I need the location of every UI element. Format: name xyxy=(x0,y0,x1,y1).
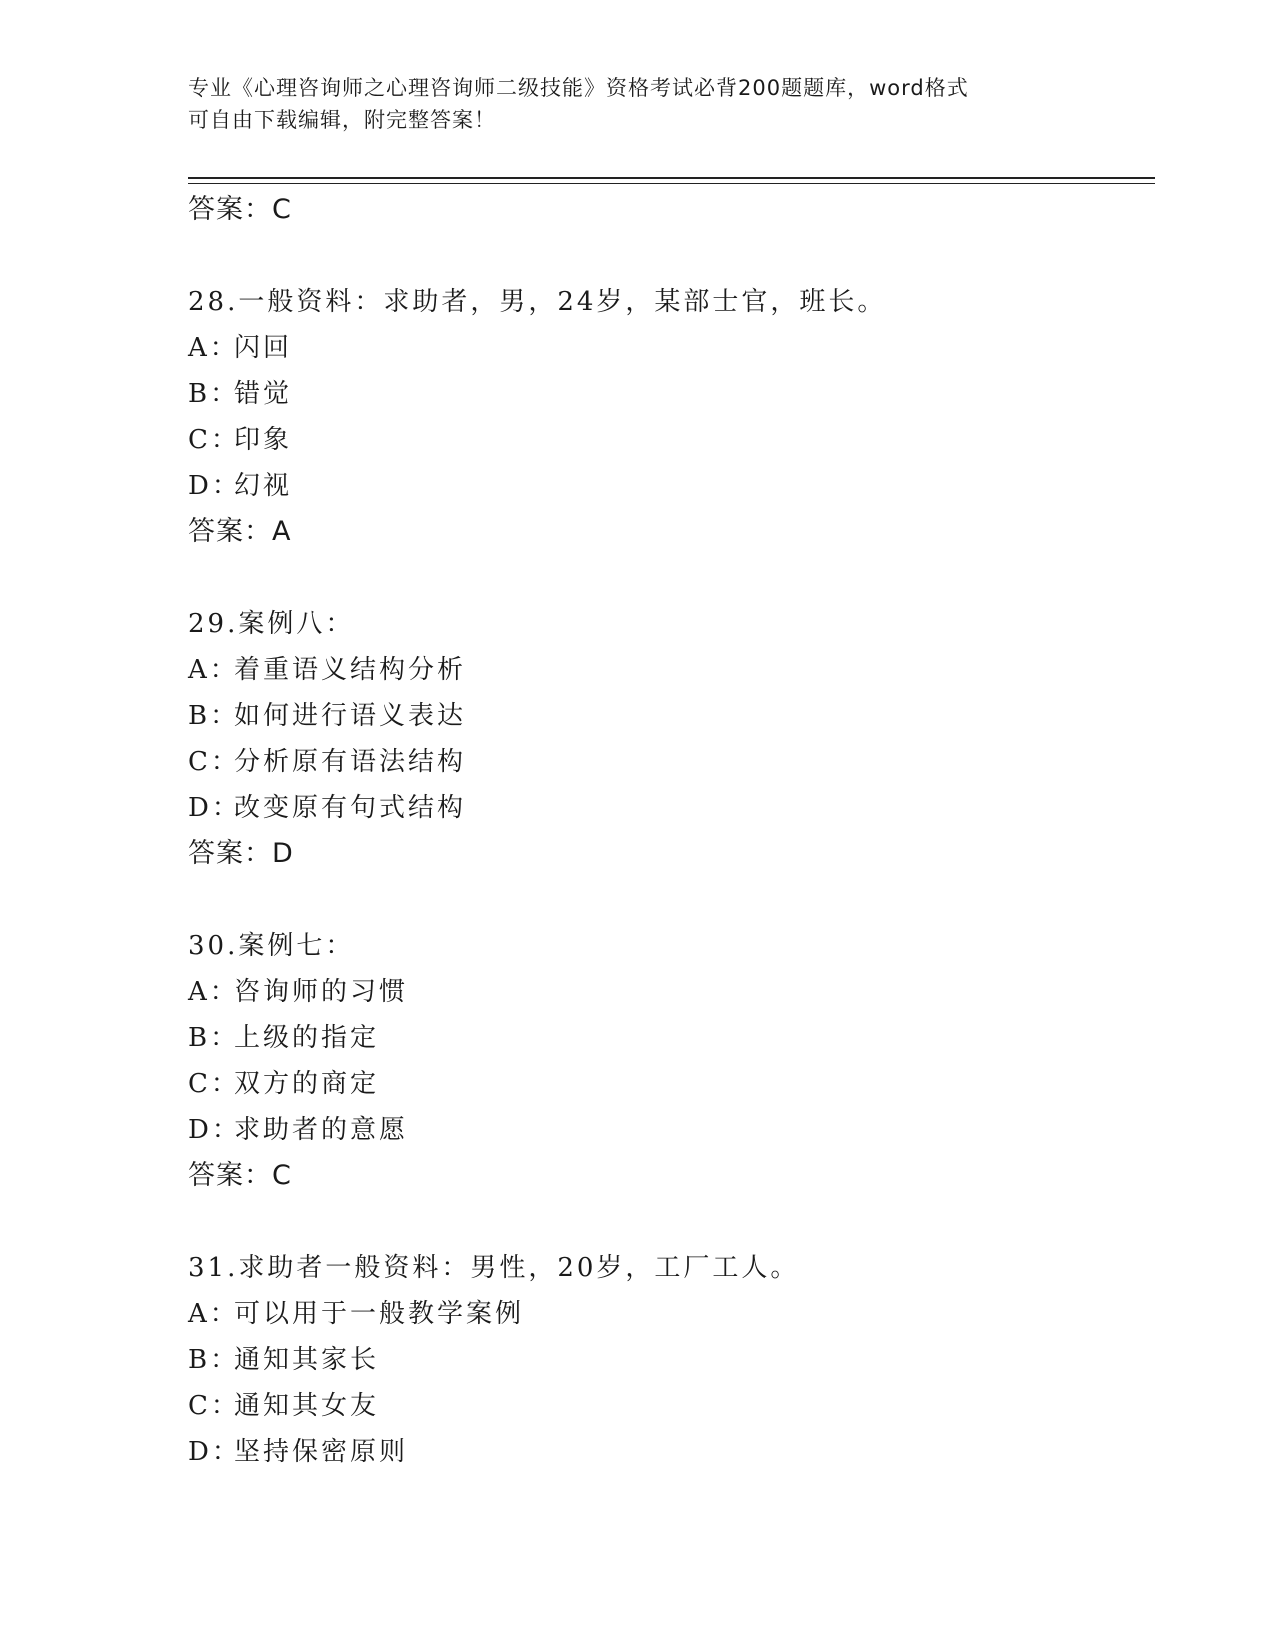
option-text: 幻视 xyxy=(234,471,293,501)
option-text: 双方的商定 xyxy=(234,1069,380,1099)
option-d xyxy=(188,1107,1148,1153)
question-stem: 31.求助者一般资料：男性，20岁，工厂工人。 xyxy=(188,1253,800,1283)
option-text: 如何进行语义表达 xyxy=(234,701,467,731)
option-key: C： xyxy=(188,425,240,455)
option-text: 着重语义结构分析 xyxy=(234,655,467,685)
option-a xyxy=(188,969,1148,1015)
option-key: B： xyxy=(188,1345,240,1375)
option-key: D： xyxy=(188,793,241,823)
option-key: B： xyxy=(188,379,240,409)
option-text: 上级的指定 xyxy=(234,1023,380,1053)
option-key: D： xyxy=(188,471,241,501)
option-key: D： xyxy=(188,1437,241,1467)
question-block xyxy=(188,1245,1148,1475)
option-c xyxy=(188,417,1148,463)
option-key: A： xyxy=(188,655,239,685)
header-line-1: 专业《心理咨询师之心理咨询师二级技能》资格考试必背200题题库，word格式 xyxy=(188,76,969,100)
previous-answer: 答案：C xyxy=(188,194,292,225)
answer-line: 答案：D xyxy=(188,838,294,869)
option-key: C： xyxy=(188,747,240,777)
option-text: 闪回 xyxy=(234,333,293,363)
option-text: 可以用于一般教学案例 xyxy=(234,1299,525,1329)
option-d xyxy=(188,1429,1148,1475)
answer-line: 答案：A xyxy=(188,516,292,547)
option-text: 咨询师的习惯 xyxy=(234,977,409,1007)
option-key: A： xyxy=(188,1299,239,1329)
option-text: 求助者的意愿 xyxy=(234,1115,409,1145)
option-key: D： xyxy=(188,1115,241,1145)
question-block xyxy=(188,923,1148,1199)
option-c xyxy=(188,739,1148,785)
question-stem: 30.案例七： xyxy=(188,931,355,961)
option-key: A： xyxy=(188,977,239,1007)
header-rule-thick xyxy=(188,177,1155,179)
option-text: 通知其家长 xyxy=(234,1345,380,1375)
option-text: 印象 xyxy=(234,425,293,455)
question-list xyxy=(188,187,1148,1475)
option-key: C： xyxy=(188,1069,240,1099)
option-a xyxy=(188,647,1148,693)
question-stem: 28.一般资料：求助者，男，24岁，某部士官，班长。 xyxy=(188,287,887,317)
option-b xyxy=(188,1015,1148,1061)
option-c xyxy=(188,1383,1148,1429)
option-b xyxy=(188,693,1148,739)
option-d xyxy=(188,785,1148,831)
option-b xyxy=(188,371,1148,417)
option-key: B： xyxy=(188,701,240,731)
option-text: 错觉 xyxy=(234,379,293,409)
header-rule-thin xyxy=(188,183,1155,184)
option-c xyxy=(188,1061,1148,1107)
question-block xyxy=(188,279,1148,555)
option-key: B： xyxy=(188,1023,240,1053)
option-d xyxy=(188,463,1148,509)
option-a xyxy=(188,1291,1148,1337)
option-key: C： xyxy=(188,1391,240,1421)
option-b xyxy=(188,1337,1148,1383)
option-text: 改变原有句式结构 xyxy=(234,793,467,823)
option-text: 分析原有语法结构 xyxy=(234,747,467,777)
option-text: 坚持保密原则 xyxy=(234,1437,409,1467)
document-header xyxy=(188,72,1088,136)
question-stem: 29.案例八： xyxy=(188,609,355,639)
header-line-2: 可自由下载编辑，附完整答案！ xyxy=(188,108,496,132)
option-a xyxy=(188,325,1148,371)
question-block xyxy=(188,601,1148,877)
answer-line: 答案：C xyxy=(188,1160,292,1191)
option-key: A： xyxy=(188,333,239,363)
option-text: 通知其女友 xyxy=(234,1391,380,1421)
